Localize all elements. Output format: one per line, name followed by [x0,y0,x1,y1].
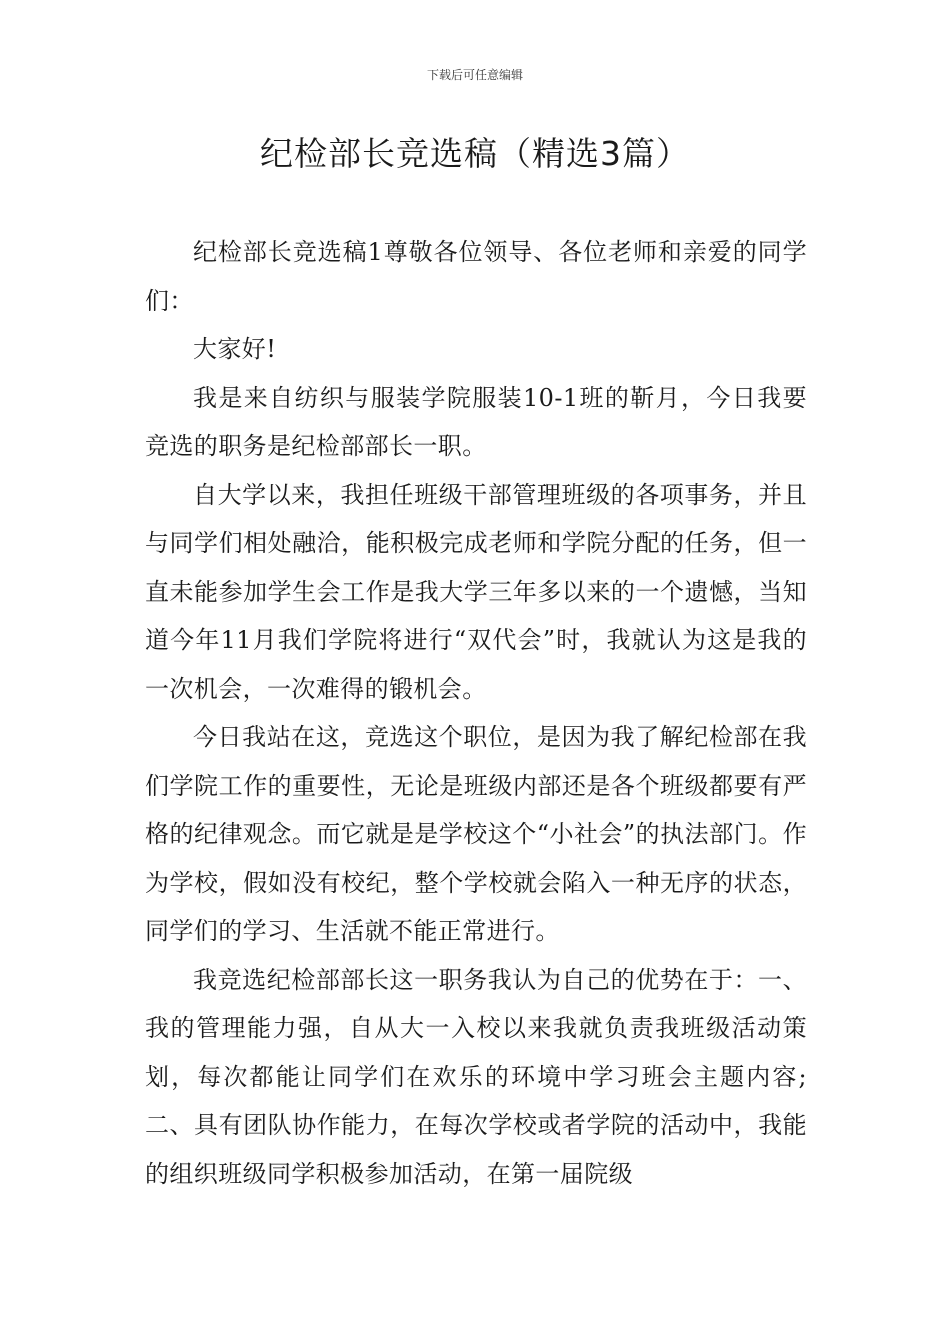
paragraph: 我是来自纺织与服装学院服装10-1班的靳月，今日我要竞选的职务是纪检部部长一职。 [145,383,807,460]
document-body [145,228,807,1198]
paragraph: 我竞选纪检部部长这一职务我认为自己的优势在于：一、我的管理能力强，自从大一入校以来我就负责我班级活动策划，每次都能让同学们在欢乐的环境中学习班会主题内容;二、具有团队协作能力，在每次学校或者学院的活动中，我能的组织班级同学积极参加活动，在第一届院级 [145,965,807,1188]
paragraph: 大家好! [193,335,277,363]
header-note: 下载后可任意编辑 [426,68,523,82]
paragraph: 纪检部长竞选稿1尊敬各位领导、各位老师和亲爱的同学们： [145,238,807,315]
paragraph: 今日我站在这，竞选这个职位，是因为我了解纪检部在我们学院工作的重要性，无论是班级内部还是各个班级都要有严格的纪律观念。而它就是是学校这个“小社会”的执法部门。作为学校，假如没有校纪，整个学校就会陷入一种无序的状态，同学们的学习、生活就不能正常进行。 [145,723,807,945]
paragraph: 自大学以来，我担任班级干部管理班级的各项事务，并且与同学们相处融洽，能积极完成老师和学院分配的任务，但一直未能参加学生会工作是我大学三年多以来的一个遗憾，当知道今年11月我们学院将进行“双代会”时，我就认为这是我的一次机会，一次难得的锻机会。 [145,480,807,703]
document-title: 纪检部长竞选稿（精选3篇） [260,134,690,173]
